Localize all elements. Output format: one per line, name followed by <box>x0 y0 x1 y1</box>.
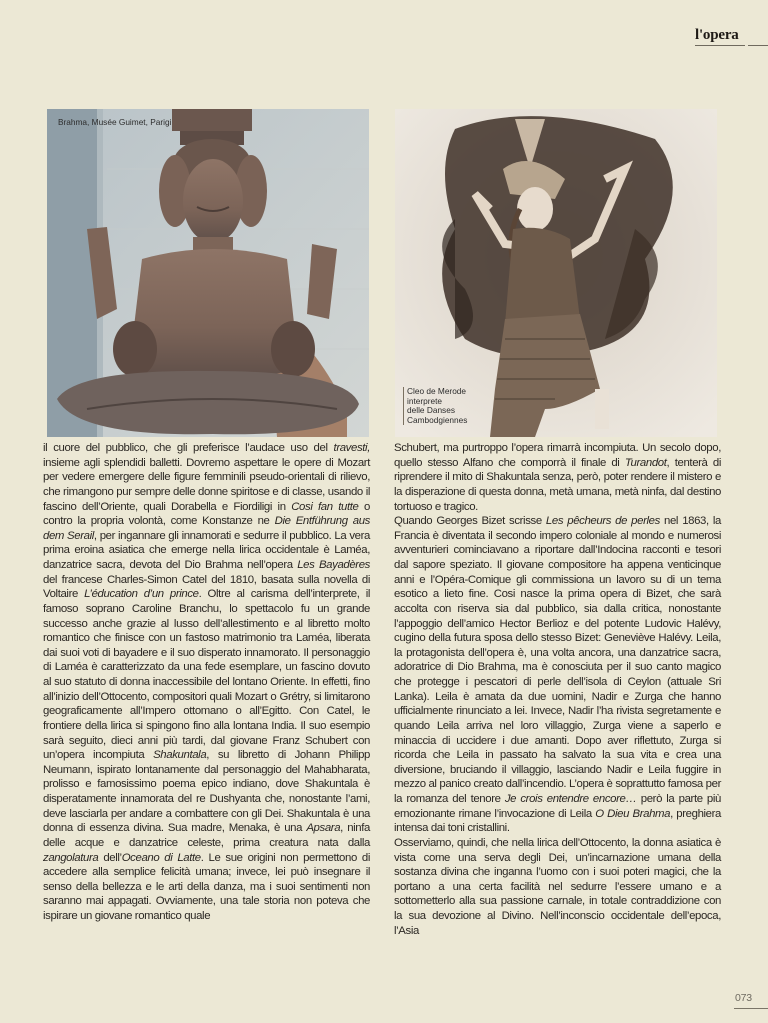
caption-line: Cambodgiennes <box>407 414 468 425</box>
body-text: Schubert, ma purtroppo l’opera rimarrà incompiuta. Un secolo dopo, quello stesso Alfano che comporrà il finale di <box>394 442 721 469</box>
body-text: dell’ <box>98 851 122 864</box>
italic-title-text: Shakuntala <box>153 749 207 762</box>
body-text: , tenterà di riprendere il mito di Shakuntala senza, però, poter rendere il mistero e la disperazione di questa donna, metà umana, metà ninfa, dal destino tortuoso e tragico. <box>394 456 721 513</box>
body-text: nel 1863, la Francia è diventata il secondo impero coloniale al mondo e numerosi avventurieri cominciavano a riportare dall’Indocina racconti e tesori dal sapore speziato. Il giovane compositore ha appena venticinque anni e l’Opéra-Comique gli commissiona un lavoro su di un tema esotico a lieto fine. Cosi nasce la prima opera di Bizet, che sarà accolta con riserva sia dal pubblico, sia dalla critica, nonostante l’appoggio dell’amico Hector Berlioz e del potente Ludovic Halévy, cugino della futura sposa dello stesso Bizet: Geneviève Halévy. Leila, la protagonista dell’opera è, una volta ancora, una danzatrice sacra, adoratrice di Dio Brahma, ma è conosciuta per il suo canto magico che protegge i pescatori di perle dell’isola di Ceylon (attuale Sri Lanka). Leila è amata da due uomini, Nadir e Zurga che hanno ufficialmente rinunciato a lei. Invece, Nadir l’ha rivista segretamente e quando Leila arriva nel loro villaggio, Zurga viene a saperlo e minaccia di uccidere i due amanti. Dopo aver riflettuto, Zurga si ricorda che Leila in passato ha salvato la sua vita e crea una diversione, bruciando il villaggio, lasciando Nadir e Leila fuggire in mezzo al panico creato dall’incendio. L’opera è soprattutto famosa per la romanza del tenore <box>394 515 722 805</box>
body-text: . Oltre al carisma dell’interprete, il famoso soprano Caroline Branchu, lo spettacolo fu un grande successo anche grazie al lusso dell’allestimento e al libretto molto romantico che finisce con un fastoso matrimonio tra Laméa, liberata dai suoi voti di bayadere e il suo disperato innamorato. Il personaggio di Laméa è caratterizzato da una fede esemplare, un fascino dovuto al suo statuto di donna inaccessibile del lontano Oriente. In effetti, fino all’inizio dell’Ottocento, compositori quali Mozart o Grétry, si limitarono geograficamente all’Impero ottomano o all’Egitto. Con Catel, le frontiere della lirica si spingono fino alla lontana India. Il suo esempio sarà seguito, dieci anni più tardi, dal giovane Franz Schubert con un’opera incompiuta <box>43 588 370 762</box>
italic-title-text: O Dieu Brahma <box>595 807 671 820</box>
body-text: Osserviamo, quindi, che nella lirica dell’Ottocento, la donna asiatica è vista come una serva degli Dei, un’incarnazione umana della sostanza divina che inganna l’uomo con i suoi poteri magici, che la portano a una certa facilità nel sedurre l’essere umano e a sottometterlo alla sua passione carnale, in totale contraddizione con la sua devozione al Divino. Nell’inconscio occidentale dell’epoca, l’Asia <box>394 836 721 937</box>
body-text: Quando Georges Bizet scrisse <box>394 515 546 528</box>
italic-title-text: Turandot <box>624 456 667 469</box>
page-number: 073 <box>735 992 752 1004</box>
italic-title-text: Je crois entendre encore… <box>504 793 637 805</box>
section-title: l'opera <box>695 27 739 43</box>
italic-title-text: Oceano di Latte <box>121 851 201 864</box>
brahma-photo-caption: Brahma, Musée Guimet, Parigi <box>58 117 172 127</box>
body-text: però la parte più emozionante rimane l’invocazione di Leila <box>394 793 721 820</box>
article-paragraph <box>394 514 721 836</box>
brahma-statue-photo <box>47 109 369 437</box>
body-text: insieme agli splendidi balletti. Dovremo aspettare le opere di Mozart per vedere emergere delle figure femminili pseudo-orientali di rilievo, che rimangono pur sempre delle donne spiritose e di classe, usando il fascino dell’Oriente, quali Dorabella e Fiordiligi in <box>43 456 370 513</box>
article-paragraph <box>43 441 370 924</box>
italic-title-text: travesti, <box>333 442 370 454</box>
body-text: il cuore del pubblico, che gli preferisce l’audace uso del <box>43 442 334 454</box>
body-text: o contro la propria volontà, come Konstanze ne <box>43 500 371 528</box>
italic-title-text: Die Entführung aus dem Serail <box>43 515 370 542</box>
italic-title-text: L’éducation d’un prince <box>84 588 199 601</box>
body-text: . Le sue origini non permettono di accedere alla semplice felicità umana; invece, lei può insegnare il senso della bellezza e le arti della danza, ma i suoi sentimenti non saranno mai appagati. Ovviamente, una tale storia non poteva che ispirare un giovane romantico quale <box>43 851 370 922</box>
body-text: del francese Charles-Simon Catel del 1810, basata sulla novella di Voltaire <box>43 573 370 601</box>
page-number-rule <box>734 1008 768 1009</box>
dancer-photo-caption <box>403 387 467 425</box>
brahma-statue-illustration <box>47 109 369 437</box>
body-text: , per ingannare gli innamorati e sedurre il pubblico. La vera prima eroina asiatica che emerge nella lirica occidentale è Laméa, danzatrice sacra, devota del Dio Brahma nell’opera <box>43 529 370 571</box>
italic-title-text: Cosi fan tutte <box>291 500 359 513</box>
section-title-underline <box>695 45 745 46</box>
caption-line: interprete <box>407 395 443 406</box>
body-text: , preghiera intensa dai toni cristallini. <box>394 807 722 835</box>
body-text: , su libretto di Johann Philipp Neumann, ispirato lontanamente dal personaggio del Mahabharata, prolisso e famosissimo poema epico indiano, dove Shakuntala è disperatamente innamorata del re Dushyanta che, nonostante l’ami, deve lasciarla per andare a combattere con gli Dei. Shakuntala è una donna di essenza divina. Sua madre, Menaka, è una <box>43 749 370 835</box>
article-column-left <box>43 441 370 924</box>
article-column-right <box>394 441 721 938</box>
header-rule <box>748 45 768 46</box>
caption-line: Cleo de Merode <box>407 386 467 396</box>
italic-title-text: zangolatura <box>43 851 99 864</box>
article-paragraph <box>394 441 721 514</box>
italic-title-text: Apsara <box>306 822 341 835</box>
article-paragraph <box>394 836 721 938</box>
italic-title-text: Les pêcheurs de perles <box>545 515 660 528</box>
caption-line: delle Danses <box>407 405 455 416</box>
italic-title-text: Les Bayadères <box>297 559 370 571</box>
body-text: , ninfa delle acque e danzatrice celeste, prima creatura nata dalla <box>43 822 370 849</box>
